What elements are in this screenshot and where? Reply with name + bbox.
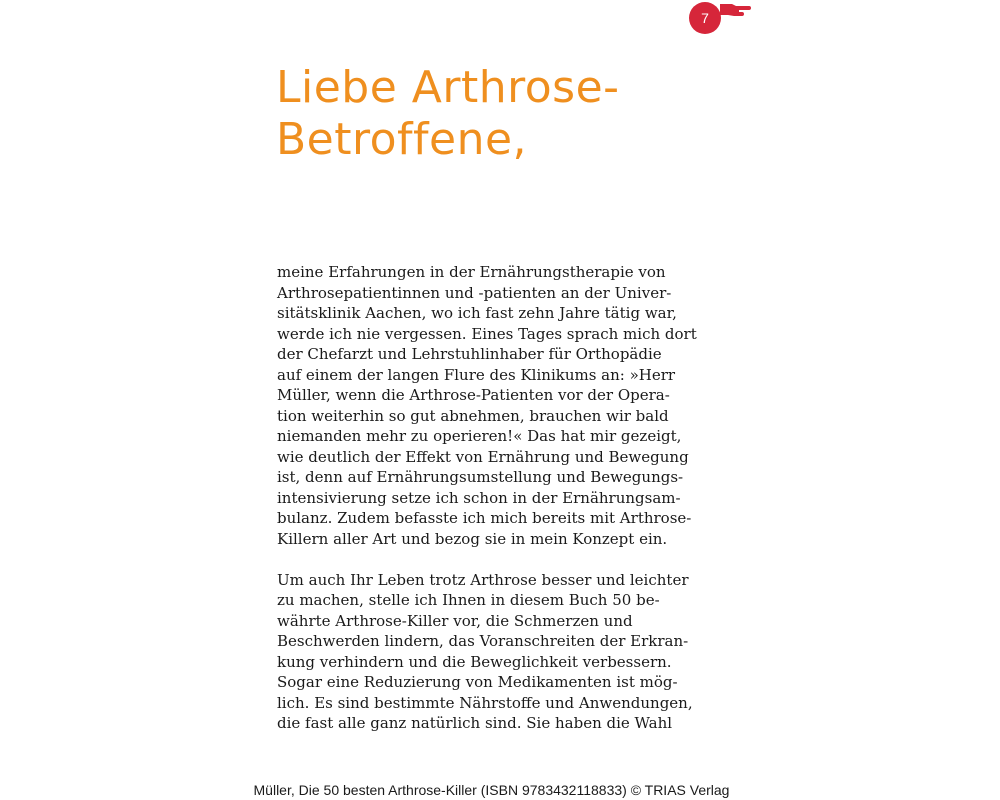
text-line: werde ich nie vergessen. Eines Tages sprach mich dort <box>277 324 697 343</box>
text-line: Um auch Ihr Leben trotz Arthrose besser und leichter <box>277 570 689 589</box>
text-line: der Chefarzt und Lehrstuhlinhaber für Orthopädie <box>277 345 662 363</box>
pointing-hand-icon <box>718 2 752 18</box>
text-line: sitätsklinik Aachen, wo ich fast zehn Jahre tätig war, <box>277 304 677 322</box>
text-line: niemanden mehr zu operieren!« Das hat mir gezeigt, <box>277 427 682 445</box>
text-line: wie deutlich der Effekt von Ernährung und Bewegung <box>277 447 689 466</box>
text-line: die fast alle ganz natürlich sind. Sie haben die Wahl <box>277 714 673 732</box>
text-line: Sogar eine Reduzierung von Medikamenten ist mög- <box>277 673 678 691</box>
text-line: bulanz. Zudem befasste ich mich bereits mit Arthrose- <box>277 509 692 527</box>
paragraph-spacer <box>277 549 697 570</box>
page-heading <box>276 62 620 166</box>
page-footer <box>0 782 1000 798</box>
body-text <box>277 262 697 734</box>
heading-line: Betroffene, <box>276 114 528 165</box>
text-line: kung verhindern und die Beweglichkeit verbessern. <box>277 652 672 671</box>
text-line: Arthrosepatientinnen und -patienten an der Univer- <box>277 283 672 302</box>
text-line: auf einem der langen Flure des Klinikums an: »Herr <box>277 365 676 384</box>
text-line: lich. Es sind bestimmte Nährstoffe und Anwendungen, <box>277 693 693 712</box>
text-line: Beschwerden lindern, das Voranschreiten der Erkran- <box>277 632 689 650</box>
text-line: meine Erfahrungen in der Ernährungstherapie von <box>277 263 666 281</box>
text-line: tion weiterhin so gut abnehmen, brauchen wir bald <box>277 406 669 425</box>
page-number-badge <box>689 2 721 34</box>
page-number: 7 <box>701 10 709 26</box>
paragraph <box>277 262 697 549</box>
text-line: intensivierung setze ich schon in der Ernährungsam- <box>277 488 681 507</box>
text-line: währte Arthrose-Killer vor, die Schmerzen und <box>277 611 633 630</box>
text-line: Müller, wenn die Arthrose-Patienten vor der Opera- <box>277 386 670 404</box>
text-line: ist, denn auf Ernährungsumstellung und Bewegungs- <box>277 468 684 486</box>
paragraph <box>277 570 697 734</box>
text-line: Killern aller Art und bezog sie in mein Konzept ein. <box>277 529 668 548</box>
text-line: zu machen, stelle ich Ihnen in diesem Buch 50 be- <box>277 591 660 609</box>
heading-line: Liebe Arthrose- <box>276 62 620 113</box>
footer-citation: Müller, Die 50 besten Arthrose-Killer (ISBN 9783432118833) © TRIAS Verlag <box>253 782 730 798</box>
